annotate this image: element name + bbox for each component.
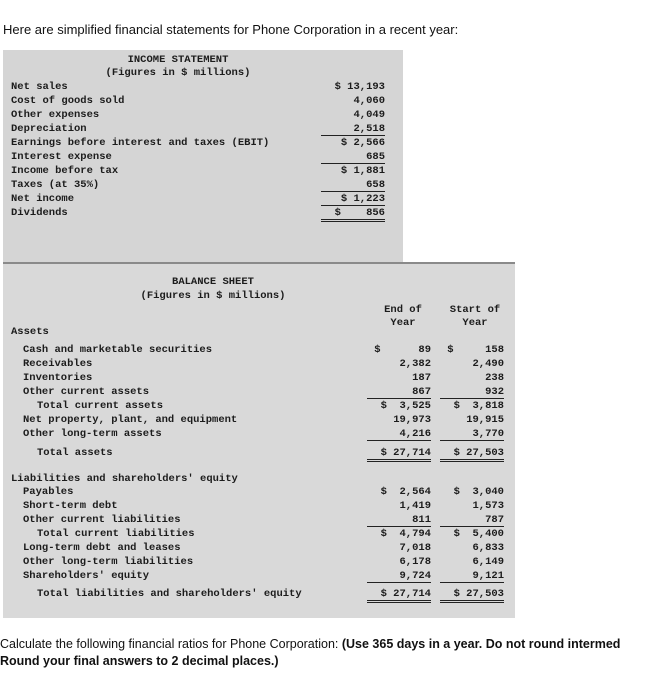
balance-row-end-value: $ 4,794: [380, 528, 431, 540]
balance-row-end-value: 187: [412, 372, 431, 384]
income-row-value: 4,049: [353, 109, 385, 121]
income-row-value: $ 2,566: [340, 137, 385, 149]
income-row-label: Other expenses: [11, 109, 100, 121]
balance-row-label: Receivables: [23, 358, 93, 370]
income-row-label: Depreciation: [11, 123, 87, 135]
balance-row-end-value: $ 3,525: [380, 400, 431, 412]
balance-row-label: Total liabilities and shareholders' equity: [37, 588, 302, 600]
balance-row-label: Other current assets: [23, 386, 150, 398]
income-row-label: Net sales: [11, 81, 68, 93]
balance-row-start-value: 2,490: [472, 358, 504, 370]
balance-row-start-value: $ 5,400: [453, 528, 504, 540]
income-statement-title: INCOME STATEMENT: [127, 54, 229, 66]
balance-row-end-value: 19,973: [393, 414, 431, 426]
instructions-line1-normal: Calculate the following financial ratios for Phone Corporation:: [0, 637, 342, 651]
balance-row-label: Long-term debt and leases: [23, 542, 181, 554]
balance-row-label: Shareholders' equity: [23, 570, 150, 582]
instructions-line1-bold: (Use 365 days in a year. Do not round intermed: [341, 637, 621, 651]
balance-row-start-value: $ 27,503: [440, 447, 504, 462]
balance-row-label: Payables: [23, 486, 74, 498]
balance-row-start-value: 19,915: [466, 414, 504, 426]
balance-row-label: Total current assets: [37, 400, 164, 412]
assets-header: Assets: [11, 326, 49, 338]
balance-row-end-value: $ 89: [374, 344, 431, 356]
balance-row-label: Other long-term liabilities: [23, 556, 194, 568]
balance-row-start-value: 9,121: [440, 570, 504, 583]
col-header-start-of-year: Start of Year: [449, 304, 501, 329]
income-row-value: 4,060: [353, 95, 385, 107]
balance-row-start-value: 6,833: [472, 542, 504, 554]
instructions: [0, 636, 666, 670]
income-row-value: $ 856: [321, 207, 385, 222]
balance-row-start-value: $ 3,818: [453, 400, 504, 412]
income-row-label: Interest expense: [11, 151, 112, 163]
balance-row-label: Cash and marketable securities: [23, 344, 213, 356]
income-row-label: Earnings before interest and taxes (EBIT): [11, 137, 270, 149]
income-row-value: $ 1,881: [340, 165, 385, 177]
col-header-end-of-year: End of Year: [384, 304, 422, 329]
income-row-label: Net income: [11, 193, 75, 205]
income-row-value: 658: [321, 179, 385, 192]
balance-row-start-value: 1,573: [472, 500, 504, 512]
balance-row-start-value: 932: [440, 386, 504, 399]
income-row-label: Cost of goods sold: [11, 95, 125, 107]
balance-row-start-value: $ 3,040: [453, 486, 504, 498]
balance-row-start-value: $ 27,503: [440, 588, 504, 603]
balance-row-end-value: 2,382: [399, 358, 431, 370]
balance-row-start-value: 6,149: [472, 556, 504, 568]
balance-sheet-panel: [3, 262, 515, 618]
income-row-label: Dividends: [11, 207, 68, 219]
question-prompt: Here are simplified financial statements for Phone Corporation in a recent year:: [3, 22, 459, 37]
balance-row-end-value: $ 27,714: [367, 588, 431, 603]
balance-row-end-value: 7,018: [399, 542, 431, 554]
balance-row-label: Other current liabilities: [23, 514, 181, 526]
income-statement-subtitle: (Figures in $ millions): [105, 67, 251, 79]
balance-sheet-subtitle: (Figures in $ millions): [140, 290, 286, 302]
income-statement-panel: [3, 50, 403, 262]
liabilities-header: Liabilities and shareholders' equity: [11, 473, 238, 485]
balance-sheet-title: BALANCE SHEET: [172, 276, 254, 288]
income-row-value: 685: [321, 151, 385, 164]
balance-row-end-value: 9,724: [367, 570, 431, 583]
balance-row-end-value: $ 2,564: [380, 486, 431, 498]
income-row-value: 2,518: [321, 123, 385, 136]
balance-row-label: Inventories: [23, 372, 93, 384]
income-row-value: $ 13,193: [334, 81, 385, 93]
balance-row-end-value: $ 27,714: [367, 447, 431, 462]
income-row-value: $ 1,223: [321, 193, 385, 206]
balance-row-label: Short-term debt: [23, 500, 118, 512]
balance-row-end-value: 1,419: [399, 500, 431, 512]
balance-row-start-value: $ 158: [447, 344, 504, 356]
instructions-line2: Round your final answers to 2 decimal places.): [0, 654, 279, 668]
balance-row-start-value: 238: [485, 372, 504, 384]
top-stripe: [3, 262, 515, 264]
balance-row-end-value: 6,178: [399, 556, 431, 568]
income-row-label: Taxes (at 35%): [11, 179, 100, 191]
balance-row-label: Total assets: [37, 447, 113, 459]
balance-row-label: Other long-term assets: [23, 428, 162, 440]
balance-row-start-value: 787: [440, 514, 504, 527]
income-row-label: Income before tax: [11, 165, 119, 177]
balance-row-label: Total current liabilities: [37, 528, 195, 540]
balance-row-start-value: 3,770: [440, 428, 504, 441]
balance-row-end-value: 867: [367, 386, 431, 399]
balance-row-label: Net property, plant, and equipment: [23, 414, 238, 426]
balance-row-end-value: 4,216: [367, 428, 431, 441]
balance-row-end-value: 811: [367, 514, 431, 527]
